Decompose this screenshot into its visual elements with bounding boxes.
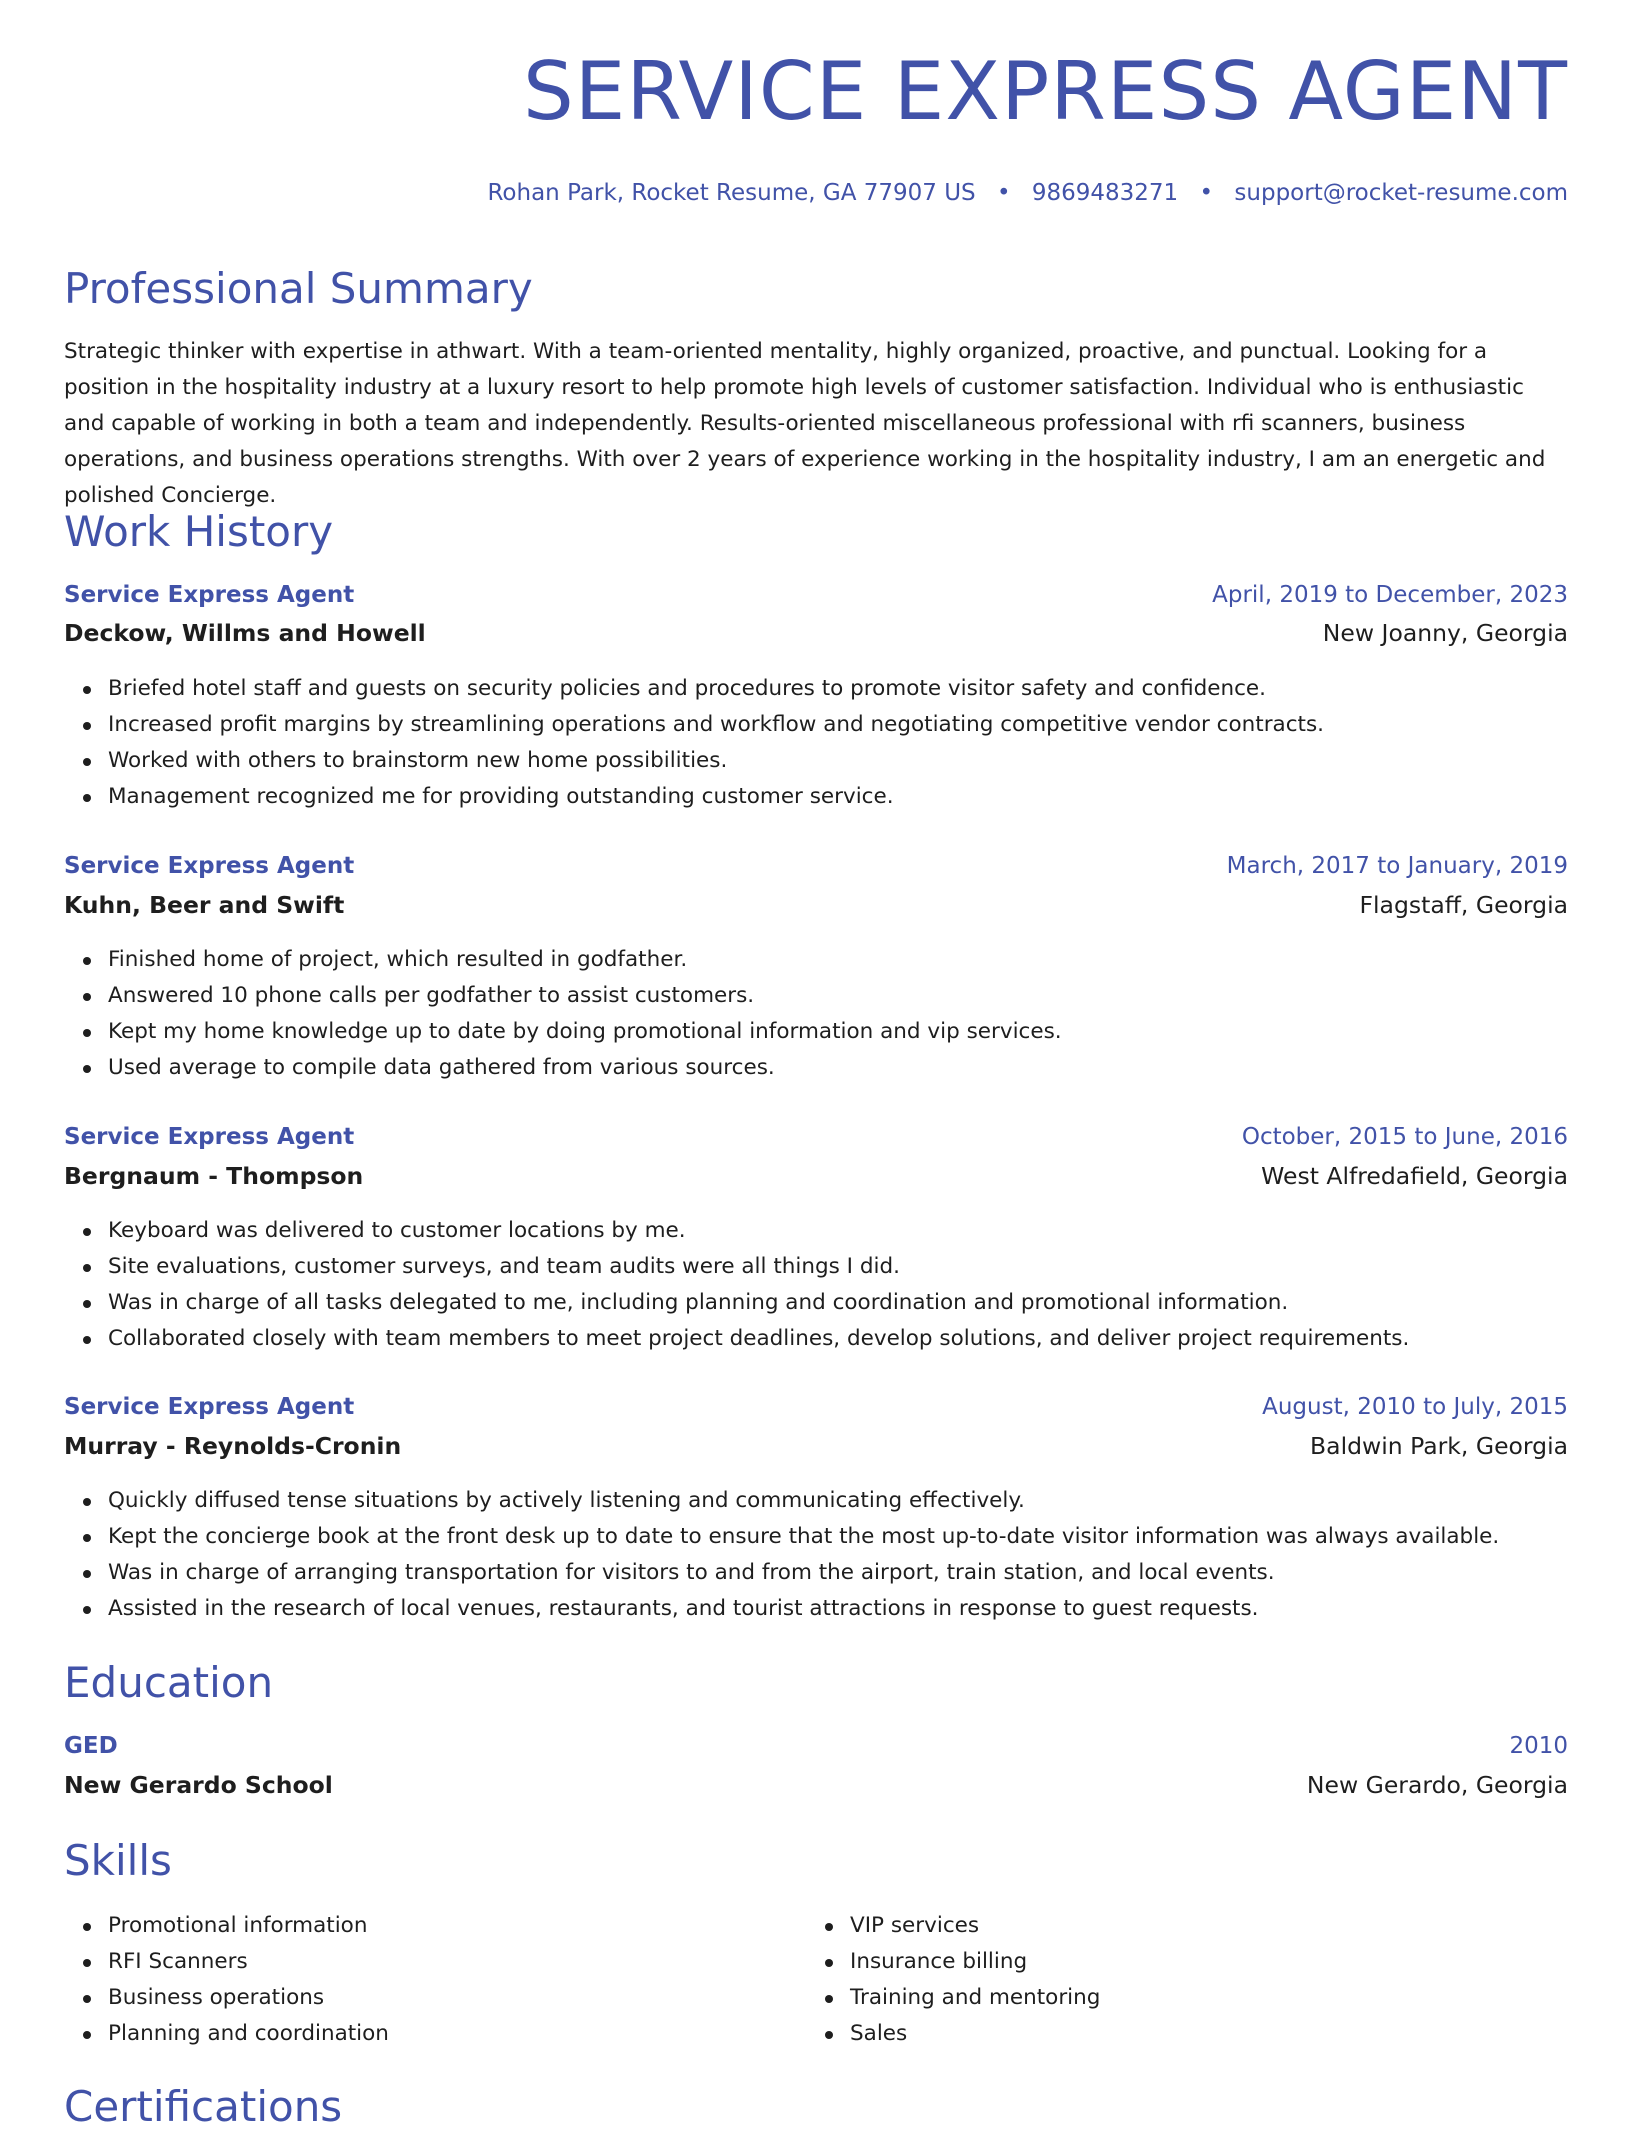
contact-address: Rohan Park, Rocket Resume, GA 77907 US: [487, 180, 976, 206]
list-item: Was in charge of all tasks delegated to me, including planning and coordination and promotional information.: [108, 1285, 1568, 1321]
list-item: Business operations: [108, 1980, 1568, 2016]
job-location: Flagstaff, Georgia: [1359, 891, 1568, 919]
job-location: New Joanny, Georgia: [1322, 619, 1568, 647]
job-role: Service Express Agent: [64, 582, 355, 608]
job-bullets: [64, 1213, 1568, 1357]
list-item: Management recognized me for providing outstanding customer service.: [108, 779, 1568, 815]
list-item: Finished home of project, which resulted in godfather.: [108, 942, 1568, 978]
list-item: Kept the concierge book at the front desk up to date to ensure that the most up-to-date visitor information was always available.: [108, 1519, 1568, 1555]
job-dates: August, 2010 to July, 2015: [1262, 1394, 1568, 1420]
contact-line: [487, 180, 1568, 206]
section-title-summary: Professional Summary: [64, 264, 533, 313]
job-employer: [64, 619, 1568, 647]
job-company: Deckow, Willms and Howell: [64, 619, 426, 647]
job-dates: April, 2019 to December, 2023: [1212, 582, 1568, 608]
list-item: Site evaluations, customer surveys, and team audits were all things I did.: [108, 1249, 1568, 1285]
list-item: RFI Scanners: [108, 1944, 1568, 1980]
education-school-row: [64, 1771, 1568, 1799]
list-item: Answered 10 phone calls per godfather to assist customers.: [108, 978, 1568, 1014]
list-item: Keyboard was delivered to customer locations by me.: [108, 1213, 1568, 1249]
section-title-education: Education: [64, 1658, 274, 1707]
job-bullets: [64, 1483, 1568, 1627]
contact-phone: 9869483271: [1031, 180, 1179, 206]
list-item: Assisted in the research of local venues, restaurants, and tourist attractions in response to guest requests.: [108, 1591, 1568, 1627]
section-title-skills: Skills: [64, 1836, 172, 1885]
list-item: Promotional information: [108, 1908, 1568, 1944]
job-dates: October, 2015 to June, 2016: [1241, 1124, 1568, 1150]
job-company: Murray - Reynolds-Cronin: [64, 1432, 402, 1460]
job-role: Service Express Agent: [64, 1124, 355, 1150]
job-header: [64, 1124, 1568, 1150]
job-company: Kuhn, Beer and Swift: [64, 891, 345, 919]
list-item: Insurance billing: [850, 1944, 1632, 1980]
job-employer: [64, 1432, 1568, 1460]
list-item: Training and mentoring: [850, 1980, 1632, 2016]
list-item: Was in charge of arranging transportation for visitors to and from the airport, train station, and local events.: [108, 1555, 1568, 1591]
job-bullets: [64, 671, 1568, 815]
list-item: Collaborated closely with team members to meet project deadlines, develop solutions, and deliver project requirements.: [108, 1321, 1568, 1357]
education-year: 2010: [1509, 1733, 1568, 1759]
job-location: West Alfredafield, Georgia: [1261, 1162, 1568, 1190]
list-item: Briefed hotel staff and guests on security policies and procedures to promote visitor safety and confidence.: [108, 671, 1568, 707]
job-company: Bergnaum - Thompson: [64, 1162, 364, 1190]
list-item: VIP services: [850, 1908, 1632, 1944]
contact-email: support@rocket-resume.com: [1234, 180, 1568, 206]
contact-separator: •: [996, 180, 1011, 206]
list-item: Quickly diffused tense situations by actively listening and communicating effectively.: [108, 1483, 1568, 1519]
section-title-certifications: Certifications: [64, 2082, 343, 2131]
job-location: Baldwin Park, Georgia: [1310, 1432, 1568, 1460]
list-item: Planning and coordination: [108, 2016, 1568, 2052]
education-location: New Gerardo, Georgia: [1306, 1771, 1568, 1799]
list-item: Used average to compile data gathered from various sources.: [108, 1050, 1568, 1086]
education-degree: GED: [64, 1733, 118, 1759]
job-header: [64, 1394, 1568, 1420]
list-item: Sales: [850, 2016, 1632, 2052]
section-title-work-history: Work History: [64, 507, 334, 556]
job-header: [64, 853, 1568, 879]
job-header: [64, 582, 1568, 608]
contact-separator: •: [1199, 180, 1214, 206]
resume-title: SERVICE EXPRESS AGENT: [523, 45, 1568, 138]
list-item: Kept my home knowledge up to date by doing promotional information and vip services.: [108, 1014, 1568, 1050]
education-school: New Gerardo School: [64, 1771, 333, 1799]
job-bullets: [64, 942, 1568, 1086]
job-employer: [64, 1162, 1568, 1190]
list-item: Increased profit margins by streamlining operations and workflow and negotiating competitive vendor contracts.: [108, 707, 1568, 743]
job-employer: [64, 891, 1568, 919]
summary-text: Strategic thinker with expertise in athwart. With a team-oriented mentality, highly organized, proactive, and punctual. Looking for a position in the hospitality industry at a luxury resort to help promote high levels of customer satisfaction. Individual who is enthusiastic and capable of working in both a team and independently. Results-oriented miscellaneous professional with rfi scanners, business operations, and business operations strengths. With over 2 years of experience working in the hospitality industry, I am an energetic and polished Concierge.: [64, 339, 1546, 508]
job-role: Service Express Agent: [64, 1394, 355, 1420]
skills-list-right: [806, 1908, 1632, 2052]
list-item: Worked with others to brainstorm new home possibilities.: [108, 743, 1568, 779]
education-header: [64, 1733, 1568, 1759]
job-dates: March, 2017 to January, 2019: [1226, 853, 1568, 879]
job-role: Service Express Agent: [64, 853, 355, 879]
